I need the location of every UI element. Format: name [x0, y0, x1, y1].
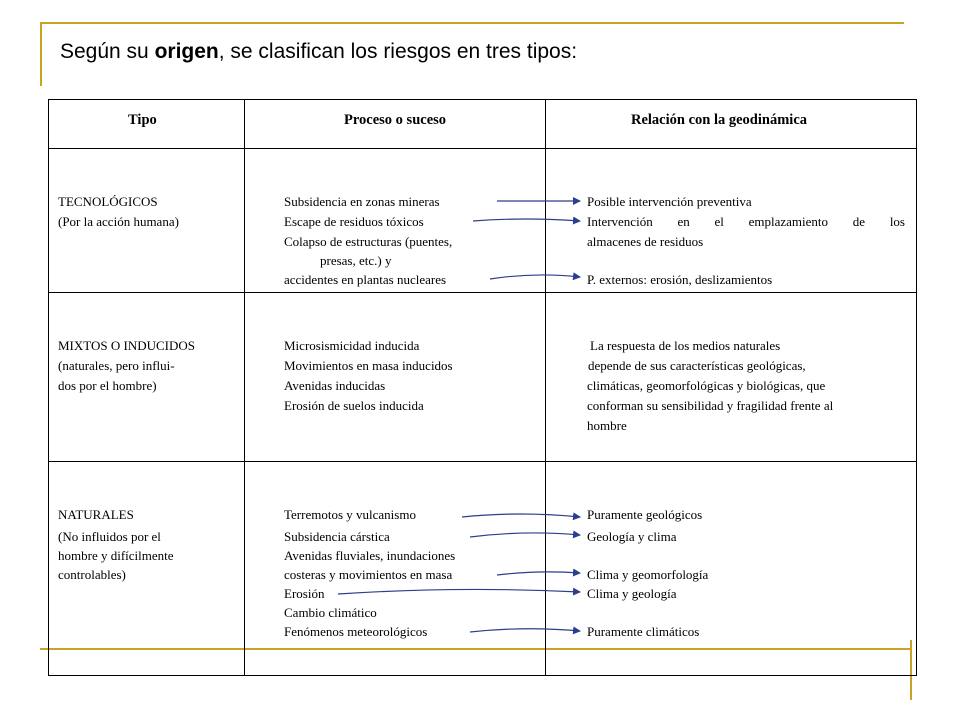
row-mixtos-tipo-sub: (naturales, pero influi- [58, 358, 175, 373]
row-naturales-relacion: Clima y geomorfología [587, 567, 709, 582]
row-naturales-tipo-sub: hombre y difícilmente [58, 548, 174, 563]
row-tecnologicos-proceso: accidentes en plantas nucleares [284, 272, 447, 287]
row-mixtos-tipo: MIXTOS O INDUCIDOS [58, 338, 195, 353]
row-mixtos-proceso: Movimientos en masa inducidos [284, 358, 453, 373]
row-tecnologicos-relacion: Intervención en el emplazamiento de los [587, 214, 905, 229]
row-naturales-proceso: Terremotos y vulcanismo [284, 507, 416, 522]
row-tecnologicos-proceso: Subsidencia en zonas mineras [284, 194, 440, 209]
table-divider-header [48, 148, 917, 149]
row-mixtos-proceso: Microsismicidad inducida [284, 338, 420, 353]
page-title: Según su origen, se clasifican los riesgos en tres tipos: [60, 40, 578, 63]
row-naturales-proceso: Avenidas fluviales, inundaciones [284, 548, 456, 563]
row-mixtos-relacion: La respuesta de los medios naturales [590, 338, 781, 353]
row-tecnologicos-proceso: Escape de residuos tóxicos [284, 214, 424, 229]
row-naturales-proceso: Subsidencia cárstica [284, 529, 390, 544]
table-divider-col1 [244, 99, 245, 676]
header-proceso: Proceso o suceso [344, 112, 447, 128]
row-naturales-proceso: costeras y movimientos en masa [284, 567, 453, 582]
row-mixtos-relacion: conforman su sensibilidad y fragilidad frente al [587, 398, 834, 413]
row-naturales-relacion: Geología y clima [587, 529, 677, 544]
row-mixtos-proceso: Avenidas inducidas [284, 378, 386, 393]
row-naturales-proceso: Erosión [284, 586, 325, 601]
row-tecnologicos-tipo-sub: (Por la acción humana) [58, 214, 179, 229]
row-tecnologicos-proceso: Colapso de estructuras (puentes, [284, 234, 453, 249]
title-emphasis: origen [154, 40, 219, 63]
row-naturales-tipo-sub: controlables) [58, 567, 126, 582]
row-naturales-tipo: NATURALES [58, 507, 134, 522]
table-divider-row2 [48, 461, 917, 462]
row-mixtos-tipo-sub: dos por el hombre) [58, 378, 157, 393]
row-mixtos-relacion: climáticas, geomorfológicas y biológicas, que [587, 378, 826, 393]
row-mixtos-relacion: depende de sus características geológicas, [588, 358, 806, 373]
row-tecnologicos-relacion: Posible intervención preventiva [587, 194, 752, 209]
row-naturales-proceso: Cambio climático [284, 605, 377, 620]
row-tecnologicos-proceso: presas, etc.) y [320, 253, 392, 268]
row-naturales-relacion: Clima y geología [587, 586, 677, 601]
row-naturales-relacion: Puramente climáticos [587, 624, 700, 639]
row-tecnologicos-relacion: P. externos: erosión, deslizamientos [587, 272, 773, 287]
table-divider-row1 [48, 292, 917, 293]
table-divider-col2 [545, 99, 546, 676]
row-mixtos-proceso: Erosión de suelos inducida [284, 398, 424, 413]
top-accent-line [40, 22, 904, 24]
header-tipo: Tipo [128, 112, 157, 128]
row-tecnologicos-relacion: almacenes de residuos [587, 234, 704, 249]
row-naturales-proceso: Fenómenos meteorológicos [284, 624, 428, 639]
row-mixtos-relacion: hombre [587, 418, 627, 433]
left-accent-line [40, 22, 42, 86]
header-relacion: Relación con la geodinámica [631, 112, 808, 128]
row-naturales-tipo-sub: (No influidos por el [58, 529, 161, 544]
row-tecnologicos-tipo: TECNOLÓGICOS [58, 194, 158, 209]
row-naturales-relacion: Puramente geológicos [587, 507, 703, 522]
